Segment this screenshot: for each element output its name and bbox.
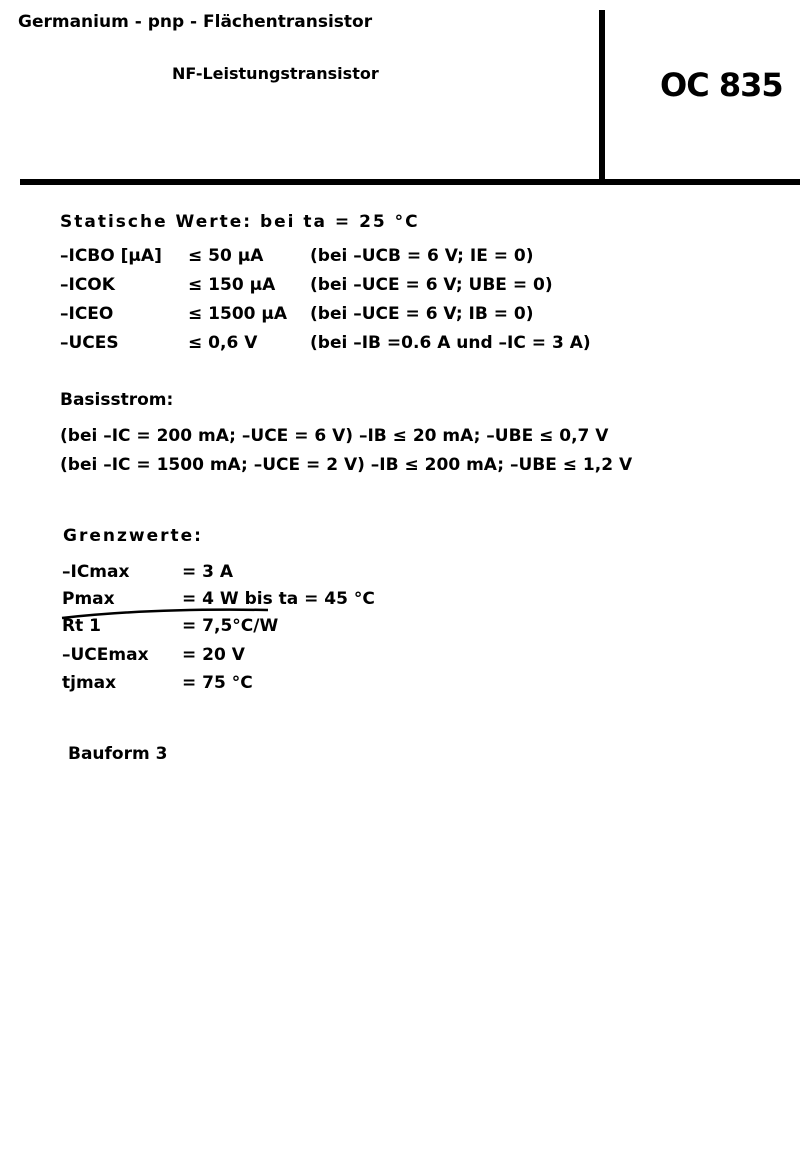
basis-current-row: (bei –IC = 200 mA; –UCE = 6 V) –IB ≤ 20 mA; –UBE ≤ 0,7 V	[60, 426, 609, 446]
transistor-type-label: OC 835	[660, 66, 783, 104]
basis-current-heading: Basisstrom:	[60, 390, 174, 410]
transistor-class-title: Germanium - pnp - Flächentransistor	[18, 12, 373, 32]
limit-param: –UCEmax	[62, 645, 149, 665]
package-type-label: Bauform 3	[68, 744, 168, 764]
static-row	[60, 333, 591, 353]
static-condition: (bei –UCB = 6 V; IE = 0)	[310, 246, 534, 266]
static-param: –ICOK	[60, 275, 115, 295]
transistor-subtitle: NF-Leistungstransistor	[172, 64, 379, 83]
limit-param: tjmax	[62, 673, 117, 693]
header-horizontal-divider	[20, 179, 800, 185]
static-row	[60, 275, 553, 295]
static-value: ≤ 150 µA	[188, 275, 276, 295]
header-vertical-divider	[599, 10, 605, 182]
static-row	[60, 304, 534, 324]
static-values-heading: Statische Werte: bei ta = 25 °C	[60, 212, 420, 232]
basis-current-row: (bei –IC = 1500 mA; –UCE = 2 V) –IB ≤ 200 mA; –UBE ≤ 1,2 V	[60, 455, 633, 475]
static-value: ≤ 1500 µA	[188, 304, 288, 324]
static-condition: (bei –UCE = 6 V; IB = 0)	[310, 304, 534, 324]
static-value: ≤ 0,6 V	[188, 333, 258, 353]
limit-param: Pmax	[62, 589, 115, 609]
limit-param: –ICmax	[62, 562, 130, 582]
limit-value: = 7,5°C/W	[182, 616, 279, 636]
limit-value: = 75 °C	[182, 673, 253, 693]
limit-param: Rt 1	[62, 616, 101, 636]
static-param: –ICBO [µA]	[60, 246, 162, 266]
static-value: ≤ 50 µA	[188, 246, 264, 266]
limit-value: = 3 A	[182, 562, 234, 582]
limit-row	[62, 562, 233, 582]
limit-value: = 4 W bis ta = 45 °C	[182, 589, 375, 609]
static-param: –UCES	[60, 333, 119, 353]
limit-row	[62, 645, 245, 665]
limit-value: = 20 V	[182, 645, 245, 665]
static-condition: (bei –IB =0.6 A und –IC = 3 A)	[310, 333, 591, 353]
handwritten-strike-line	[60, 604, 270, 622]
static-condition: (bei –UCE = 6 V; UBE = 0)	[310, 275, 553, 295]
static-param: –ICEO	[60, 304, 114, 324]
limit-values-heading: Grenzwerte:	[63, 526, 203, 546]
limit-row	[62, 673, 253, 693]
static-row	[60, 246, 534, 266]
